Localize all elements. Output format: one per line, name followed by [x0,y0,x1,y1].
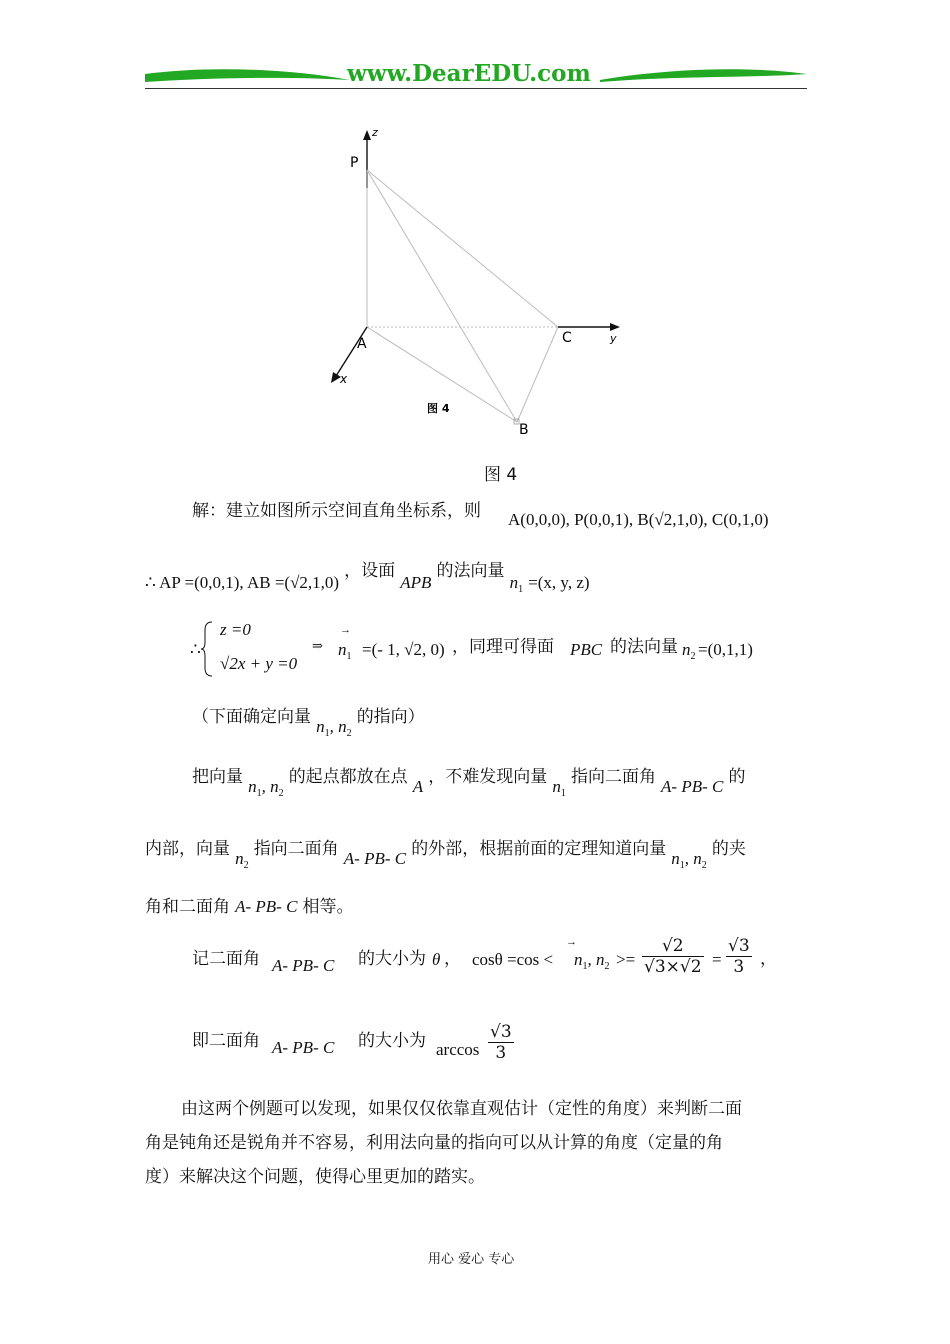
fraction-2-num: √3 [728,936,750,956]
inside-line [145,834,746,871]
points-to-text: 指向二面角 [253,839,339,859]
solution-intro-line [192,496,481,521]
final-fraction-num: √3 [490,1022,512,1042]
n1-n2-symbols: $n_1$, $n_2$ [316,717,352,739]
comma-2: ， [760,949,777,969]
pyramid-figure [320,120,640,440]
note-text: （下面确定向量 [192,707,311,727]
normal-of-text-2: 的法向量 [610,637,678,657]
plane-apb: APB [400,573,432,592]
point-b-label: B [519,422,529,438]
dihedral-angle-3: A- PB- C [235,897,298,916]
dihedral-angle: A- PB- C [661,777,724,796]
outside-text: 的外部，根据前面的定理知道向量 [411,839,667,859]
put-vectors-text: 把向量 [192,767,243,787]
dihedral-angle-4: A- PB- C [272,956,335,975]
cos-expression: cosθ =cos < [472,950,554,969]
closing-line-1: 由这两个例题可以发现，如果仅仅依靠直观估计（定性的角度）来判断二面 [181,1099,742,1119]
point-c-label: C [562,330,572,346]
point-a: A [412,777,424,796]
figure-caption: 图 4 [484,465,518,485]
implies-arrow: ⇒ [312,638,323,653]
vectors-ap-ab: ∴ AP =(0,0,1), AB =(√2,1,0) [145,573,340,592]
comma-1: ， [444,949,461,969]
n1-symbol: $n_1$ [509,573,524,595]
header-rule [145,88,807,89]
closing-line-2: 角是钝角还是锐角并不容易，利用法向量的指向可以从计算的角度（定量的角 [145,1133,723,1153]
n1-n2-symbols-2: $n_1$, $n_2$ [248,777,284,799]
axis-x-label: x [340,372,348,386]
vectors-line [145,556,590,595]
conclusion-mid: 的大小为 [358,1031,426,1051]
final-fraction-den: 3 [495,1043,507,1063]
closing-line-3: 度）来解决这个问题，使得心里更加的踏实。 [145,1167,485,1187]
final-fraction [488,1022,514,1063]
page-header [145,58,807,92]
axis-y-label: y [610,332,617,345]
plane-pbc: PBC [570,640,603,659]
equals-sign: = [712,950,722,969]
denote-text: 记二面角 [192,949,260,969]
axis-z-label: z [372,126,378,139]
let-normal-text: ，设面 [344,561,396,581]
coordinates: A(0,0,0), P(0,0,1), B(√2,1,0), C(0,1,0) [508,510,769,529]
fraction-2 [726,936,752,977]
n1-value: =(- 1, √2, 0) [362,640,445,659]
theta-symbol: θ [432,950,441,969]
start-at-text: 的起点都放在点 [288,767,408,787]
normal-of-text: 的法向量 [436,561,505,581]
arccos-text: arccos [436,1040,480,1059]
therefore-symbol: ∴ [190,640,201,659]
header-swoosh-right [600,64,807,88]
cos-mid: >= [616,950,636,969]
n1-symbol-2: $n_1$ [552,777,566,799]
header-swoosh-left [145,64,350,88]
fraction-1 [642,936,704,977]
site-logo: www.DearEDU.com [347,60,591,87]
page-footer: 用心 爱心 专心 [428,1252,515,1267]
conclusion-pre: 即二面角 [192,1031,260,1051]
n2-symbol-2: $n_2$ [235,849,249,871]
similarly-text: ，同理可得面 [452,637,554,657]
system-brace [200,620,216,678]
note-line [192,702,425,739]
put-vectors-line [192,762,746,799]
n2-symbol: $n_2$ [682,640,696,662]
inside-text: 内部，向量 [145,839,230,859]
fraction-2-den: 3 [733,957,745,977]
of-end-text: 的 [728,767,746,787]
dihedral-angle-2: A- PB- C [343,849,407,868]
point-p-label: P [350,155,359,171]
solution-intro: 解：建立如图所示空间直角坐标系，则 [192,501,481,521]
points-into-text: 指向二面角 [570,767,656,787]
fraction-1-den: √3×√2 [644,957,702,977]
not-hard-text: ，不难发现向量 [428,767,548,787]
dihedral-angle-5: A- PB- C [272,1038,335,1057]
fraction-1-num: √2 [642,936,704,957]
n1-n2-symbols-3: $n_1$, $n_2$ [671,849,707,871]
inner-figure-caption: 图 4 [427,402,450,415]
n1-vector-symbol: → $n_1$ [338,624,352,662]
angle-and-text: 角和二面角 [145,897,230,917]
equal-text: 相等。 [302,897,354,917]
system-eq1: z =0 [220,620,251,639]
note-end: 的指向） [356,707,425,727]
n1-n2-cos-symbols: → $n_1$, $n_2$ [566,936,610,972]
size-is-text: 的大小为 [358,949,426,969]
angle-equal-line [145,892,354,917]
n1-definition: =(x, y, z) [528,573,590,592]
point-a-label: A [357,336,367,352]
system-eq2: √2x + y =0 [220,654,298,673]
closing-paragraph [145,1092,807,1194]
n2-value: =(0,1,1) [698,640,753,659]
angle-between-text: 的夹 [711,839,746,859]
